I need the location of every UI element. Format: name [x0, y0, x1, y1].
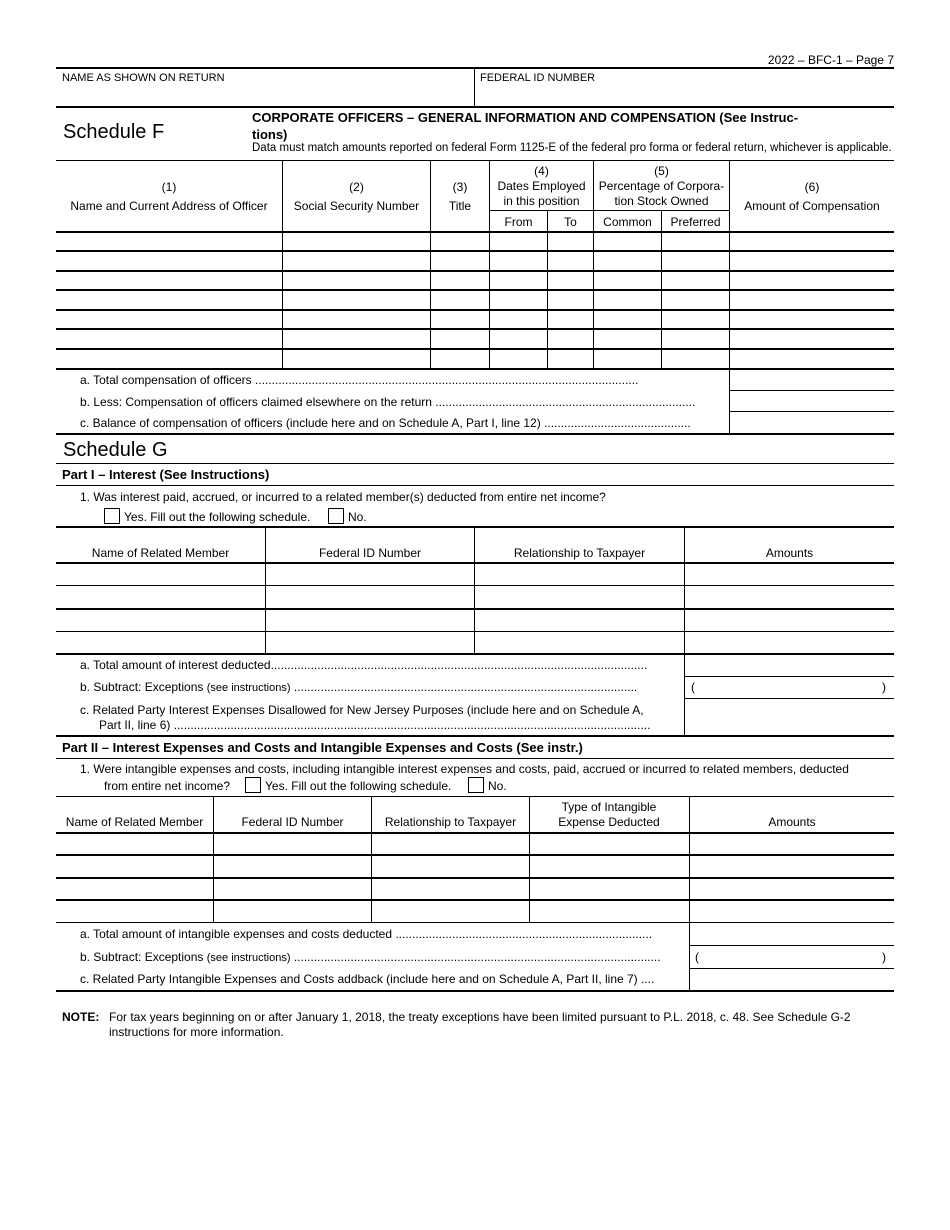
col4-to-header: To — [564, 215, 577, 229]
part1-member-row[interactable] — [56, 564, 894, 584]
col4-header-line2: in this position — [503, 194, 580, 208]
officer-row[interactable] — [56, 233, 894, 249]
col2-header: Social Security Number — [293, 199, 420, 213]
part2-bottom-rule — [56, 990, 894, 992]
part1-row-rule — [56, 631, 894, 632]
name-field[interactable] — [56, 85, 474, 105]
part1-bottom-rule — [56, 735, 894, 737]
part2-member-row[interactable] — [56, 856, 894, 876]
part2-col-relationship: Relationship to Taxpayer — [384, 815, 517, 829]
col4-header-line1: Dates Employed — [497, 179, 586, 193]
col5-number: (5) — [654, 164, 669, 178]
col3-number: (3) — [452, 180, 468, 194]
part2-member-row[interactable] — [56, 834, 894, 853]
part2-col-fein: Federal ID Number — [241, 815, 344, 829]
f-total-rule — [729, 390, 894, 391]
part2-col-name: Name of Related Member — [65, 815, 204, 829]
part2-paren-open: ( — [695, 950, 699, 964]
part1-line-b-dots: ....................................................................................................... — [290, 680, 638, 694]
part1-line-b-label: b. Subtract: Exceptions — [80, 680, 207, 694]
fein-label: FEDERAL ID NUMBER — [480, 72, 596, 84]
part1-col-amounts: Amounts — [765, 546, 814, 560]
f-line-c: c. Balance of compensation of officers (include here and on Schedule A, Part I, line 12) ............................................ — [80, 416, 691, 430]
name-label: NAME AS SHOWN ON RETURN — [62, 72, 225, 84]
col1-number: (1) — [161, 180, 177, 194]
part2-exceptions-field[interactable] — [704, 947, 879, 967]
part2-yes-checkbox[interactable] — [245, 777, 261, 793]
part1-yes-label: Yes. Fill out the following schedule. — [124, 510, 311, 524]
part1-table-top — [56, 526, 894, 528]
part2-total-rule — [689, 945, 894, 946]
part2-col-type-line2: Expense Deducted — [558, 815, 660, 829]
part2-total-intangible-field[interactable] — [691, 924, 893, 944]
col5-common-header: Common — [603, 215, 652, 229]
header-divider — [474, 68, 475, 106]
col4-number: (4) — [534, 164, 549, 178]
part2-row-rule — [56, 922, 894, 923]
part1-paren-open: ( — [691, 680, 695, 694]
schedule-g-title: Schedule G — [63, 439, 168, 461]
part2-member-row[interactable] — [56, 901, 894, 921]
header-bottom-rule — [56, 106, 894, 108]
note-text: For tax years beginning on or after January 1, 2018, the treaty exceptions have been limited pursuant to P.L. 2018, c. 48. See Schedule G-2 — [109, 1010, 851, 1024]
part1-col-name: Name of Related Member — [91, 546, 230, 560]
part1-no-label: No. — [348, 510, 367, 524]
part1-row-rule — [56, 585, 894, 586]
part2-addback-field[interactable] — [691, 970, 893, 989]
f-line-a: a. Total compensation of officers ................................................................................................................... — [80, 373, 639, 387]
part2-line-a: a. Total amount of intangible expenses and costs deducted ............................................................................. — [80, 927, 653, 941]
col5-header-line1: Percentage of Corpora- — [598, 179, 725, 193]
part2-member-row[interactable] — [56, 879, 894, 898]
part1-col-fein: Federal ID Number — [318, 546, 422, 560]
part2-paren-close: ) — [882, 950, 886, 964]
f-row-rule — [56, 348, 894, 350]
part1-col-relationship: Relationship to Taxpayer — [513, 546, 646, 560]
part1-line-b-note: (see instructions) — [206, 682, 291, 694]
f-less-comp-field[interactable] — [731, 392, 893, 410]
part1-line-a: a. Total amount of interest deducted................................................................................................................. — [80, 658, 648, 672]
part1-exceptions-field[interactable] — [700, 677, 878, 697]
part2-col-amounts: Amounts — [768, 815, 816, 829]
col6-number: (6) — [804, 180, 820, 194]
part2-yes-label: Yes. Fill out the following schedule. — [265, 779, 452, 793]
schedule-f-table-top — [56, 160, 894, 161]
part2-total-rule — [689, 968, 894, 969]
part2-line-b-note: (see instructions) — [206, 952, 291, 964]
col4-from-header: From — [504, 215, 533, 229]
fein-field[interactable] — [476, 85, 894, 105]
part2-no-label: No. — [488, 779, 507, 793]
part1-member-row[interactable] — [56, 587, 894, 607]
f-total-rule — [729, 411, 894, 412]
note-label: NOTE: — [62, 1010, 100, 1024]
part1-question: 1. Was interest paid, accrued, or incurred to a related member(s) deducted from entire net income? — [80, 490, 606, 504]
part2-question-cont: from entire net income? — [104, 779, 231, 793]
part2-line-b-label: b. Subtract: Exceptions — [80, 950, 207, 964]
part1-member-row[interactable] — [56, 633, 894, 652]
part1-line-c-cont: Part II, line 6) ............................................................................................................................................... — [99, 718, 651, 732]
f-balance-field[interactable] — [731, 413, 893, 432]
part1-title-rule — [56, 485, 894, 486]
part1-line-c: c. Related Party Interest Expenses Disallowed for New Jersey Purposes (include here and on Schedule A, — [80, 703, 644, 717]
col6-header: Amount of Compensation — [744, 199, 880, 213]
part2-line-c: c. Related Party Intangible Expenses and Costs addback (include here and on Schedule A, Part II, line 7) .... — [80, 972, 655, 986]
f-line-b: b. Less: Compensation of officers claimed elsewhere on the return .............................................................................. — [80, 395, 696, 409]
col5-preferred-header: Preferred — [670, 215, 721, 229]
col3-header: Title — [448, 199, 472, 213]
schedule-f-heading: CORPORATE OFFICERS – GENERAL INFORMATION AND COMPENSATION (See Instruc- — [252, 110, 799, 125]
schedule-f-subheading: Data must match amounts reported on federal Form 1125-E of the federal pro forma or federal return, whichever is applicable. — [252, 142, 892, 154]
part1-disallowed-field[interactable] — [686, 700, 893, 734]
col45-subheader-rule — [490, 210, 729, 211]
part1-title: Part I – Interest (See Instructions) — [62, 467, 270, 482]
schedule-f-heading-cont: tions) — [252, 127, 288, 142]
officer-row[interactable] — [56, 311, 894, 327]
part2-title-rule — [56, 758, 894, 759]
f-total-comp-field[interactable] — [731, 370, 893, 389]
part1-no-checkbox[interactable] — [328, 508, 344, 524]
officer-row[interactable] — [56, 291, 894, 308]
part2-table-top — [56, 796, 894, 797]
officer-row[interactable] — [56, 330, 894, 347]
part2-line-b-dots: .............................................................................................................. — [290, 950, 661, 964]
part2-question: 1. Were intangible expenses and costs, including intangible interest expenses and costs, paid, accrued or incurred to related members, deducted — [80, 762, 849, 776]
part2-title: Part II – Interest Expenses and Costs and Intangible Expenses and Costs (See instr.) — [62, 740, 583, 755]
officer-row[interactable] — [56, 252, 894, 269]
part1-line-b — [80, 680, 674, 694]
note-text-cont: instructions for more information. — [109, 1025, 284, 1039]
col2-number: (2) — [349, 180, 364, 194]
part1-member-row[interactable] — [56, 610, 894, 630]
header-top-rule — [56, 67, 894, 69]
schedule-f-title: Schedule F — [63, 121, 165, 143]
g-title-rule — [56, 463, 894, 464]
col1-header: Name and Current Address of Officer — [70, 199, 268, 213]
part1-paren-close: ) — [882, 680, 886, 694]
part2-no-checkbox[interactable] — [468, 777, 484, 793]
part2-line-b — [80, 950, 680, 964]
part1-total-interest-field[interactable] — [686, 655, 893, 675]
col5-header-line2: tion Stock Owned — [614, 194, 709, 208]
part2-col-type-line1: Type of Intangible — [561, 800, 657, 814]
officer-row[interactable] — [56, 272, 894, 288]
part1-total-rule — [684, 698, 894, 699]
page-reference: 2022 – BFC-1 – Page 7 — [767, 53, 894, 67]
part1-yes-checkbox[interactable] — [104, 508, 120, 524]
f-bottom-rule — [56, 433, 894, 435]
